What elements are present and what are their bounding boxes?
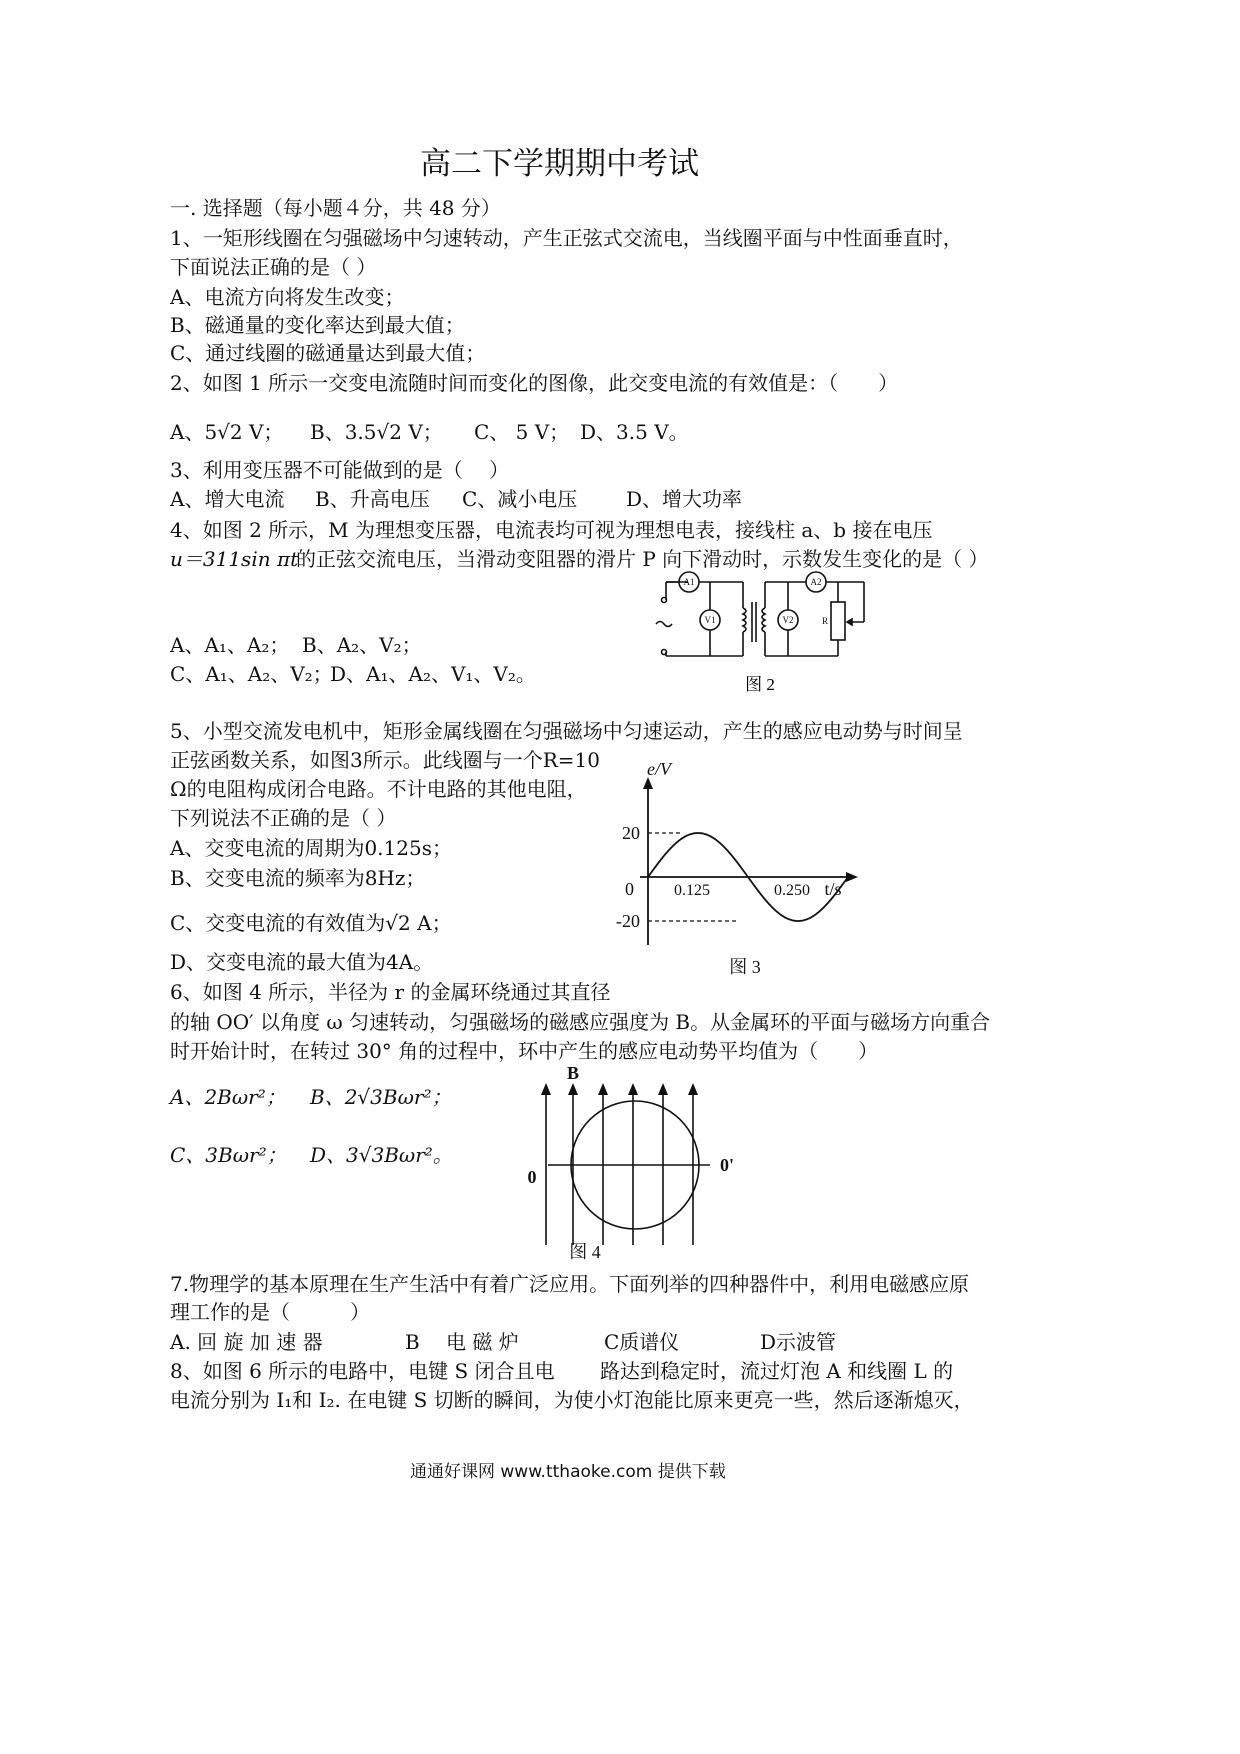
q4-stem-line2: 的正弦交流电压，当滑动变阻器的滑片 P 向下滑动时，示数发生变化的是（ ）	[296, 547, 989, 571]
q4-formula: u＝311sin πt	[170, 547, 299, 571]
fig2-a1-label: A1	[683, 577, 695, 587]
q3-option-b: B、升高电压	[315, 487, 430, 511]
figure-2-circuit	[648, 572, 878, 692]
q1-option-a: A、电流方向将发生改变；	[170, 285, 405, 309]
fig4-field-arrow	[541, 1083, 551, 1095]
fig3-ytick-neg: -20	[616, 911, 640, 931]
page-title: 高二下学期期中考试	[420, 146, 699, 182]
fig4-field-arrow	[598, 1083, 608, 1095]
q6-stem-line2: 的轴 OO′ 以角度 ω 匀速转动，匀强磁场的磁感应强度为 B。从金属环的平面与磁场方向重合	[170, 1010, 991, 1034]
q7-stem-line2: 理工作的是（ ）	[170, 1300, 370, 1324]
fig2-v2-label: V2	[782, 615, 794, 625]
fig3-origin: 0	[625, 879, 634, 899]
fig4-caption: 图 4	[569, 1242, 601, 1262]
q6-option-c: C、3Bωr²；	[170, 1143, 287, 1167]
figure-4-ring	[520, 1065, 760, 1265]
q5-option-a: A、交变电流的周期为0.125s；	[170, 836, 452, 860]
q3-option-c: C、减小电压	[462, 487, 578, 511]
fig4-field-label: B	[566, 1063, 580, 1083]
q7-option-d: D示波管	[760, 1330, 837, 1354]
q7-option-c: C质谱仪	[604, 1330, 680, 1354]
q3-option-d: D、增大功率	[626, 487, 743, 511]
fig4-field-arrow	[628, 1083, 638, 1095]
q1-stem-line1: 1、一矩形线圈在匀强磁场中匀速转动，产生正弦式交流电，当线圈平面与中性面垂直时，	[170, 226, 963, 250]
q5-option-d: D、交变电流的最大值为4A。	[170, 950, 434, 974]
q5-stem-line3: Ω的电阻构成闭合电路。不计电路的其他电阻，	[170, 777, 587, 801]
q4-option-d: D、A₁、A₂、V₁、V₂。	[330, 662, 536, 686]
fig3-xtick-1: 0.125	[674, 882, 710, 899]
footer-source: 通通好课网 www.tthaoke.com 提供下载	[410, 1462, 726, 1482]
q5-option-b: B、交变电流的频率为8Hz；	[170, 866, 426, 890]
fig3-caption: 图 3	[729, 957, 761, 977]
q2-stem: 2、如图 1 所示一交变电流随时间而变化的图像，此交变电流的有效值是：（ ）	[170, 371, 899, 395]
q6-option-a: A、2Bωr²；	[170, 1085, 286, 1109]
q4-option-a: A、A₁、A₂；	[170, 633, 290, 657]
fig4-axis-right: 0'	[719, 1155, 735, 1175]
q8-stem-line2: 电流分别为 I₁和 I₂. 在电键 S 切断的瞬间，为使小灯泡能比原来更亮一些，然后逐渐熄灭，	[170, 1388, 974, 1412]
fig4-field-arrow	[568, 1083, 578, 1095]
q3-option-a: A、增大电流	[170, 487, 285, 511]
q2-option-c: C、 5 V；	[474, 420, 570, 444]
q2-option-a: A、5√2 V；	[170, 420, 284, 444]
q1-option-c: C、通过线圈的磁通量达到最大值；	[170, 341, 486, 365]
q5-stem-line4: 下列说法不正确的是（ ）	[170, 806, 397, 830]
q5-option-c: C、交变电流的有效值为√2 A；	[170, 911, 452, 935]
fig3-ytick-pos: 20	[622, 823, 640, 843]
fig2-a2-label: A2	[810, 577, 822, 587]
fig3-xtick-2: 0.250	[774, 882, 810, 899]
q2-option-b: B、3.5√2 V；	[310, 420, 443, 444]
fig4-field-lines	[541, 1083, 698, 1245]
q8-stem-line1a: 8、如图 6 所示的电路中，电键 S 闭合且电	[170, 1359, 555, 1383]
q6-option-b: B、2√3Bωr²；	[310, 1085, 452, 1109]
fig3-xlabel: t/s	[824, 879, 842, 899]
q2-option-d: D、3.5 V。	[580, 420, 689, 444]
q4-option-c: C、A₁、A₂、V₂；	[170, 662, 333, 686]
q1-stem-line2: 下面说法正确的是（ ）	[170, 255, 377, 279]
q7-stem-line1: 7.物理学的基本原理在生产生活中有着广泛应用。下面列举的四种器件中，利用电磁感应原	[170, 1272, 970, 1296]
q3-stem: 3、利用变压器不可能做到的是（ ）	[170, 458, 510, 482]
q7-option-b: B 电 磁 炉	[405, 1330, 519, 1354]
q5-stem-line1: 5、小型交流发电机中，矩形金属线圈在匀强磁场中匀速运动，产生的感应电动势与时间呈	[170, 719, 963, 743]
fig3-ylabel: e/V	[647, 759, 671, 779]
fig2-v1-label: V1	[704, 615, 716, 625]
fig4-axis-left: 0	[527, 1167, 537, 1187]
q4-option-b: B、A₂、V₂；	[302, 633, 422, 657]
fig2-r-label: R	[821, 616, 829, 626]
q7-option-a: A. 回 旋 加 速 器	[170, 1330, 323, 1354]
section-heading: 一. 选择题（每小题４分，共 48 分）	[170, 196, 501, 220]
q6-option-d: D、3√3Bωr²。	[310, 1143, 453, 1167]
q5-stem-line2: 正弦函数关系，如图3所示。此线圈与一个R=10	[170, 748, 600, 772]
q6-stem-line1: 6、如图 4 所示，半径为 r 的金属环绕通过其直径	[170, 980, 611, 1004]
fig4-field-arrow	[688, 1083, 698, 1095]
q1-option-b: B、磁通量的变化率达到最大值；	[170, 313, 465, 337]
q4-stem-line1: 4、如图 2 所示，M 为理想变压器，电流表均可视为理想电表，接线柱 a、b 接在电压	[170, 518, 933, 542]
q6-stem-line3: 时开始计时，在转过 30° 角的过程中，环中产生的感应电动势平均值为（ ）	[170, 1039, 879, 1063]
q8-stem-line1b: 路达到稳定时，流过灯泡 A 和线圈 L 的	[600, 1359, 954, 1383]
figure-3-graph	[600, 755, 880, 985]
fig2-caption: 图 2	[745, 675, 775, 694]
fig4-field-arrow	[658, 1083, 668, 1095]
